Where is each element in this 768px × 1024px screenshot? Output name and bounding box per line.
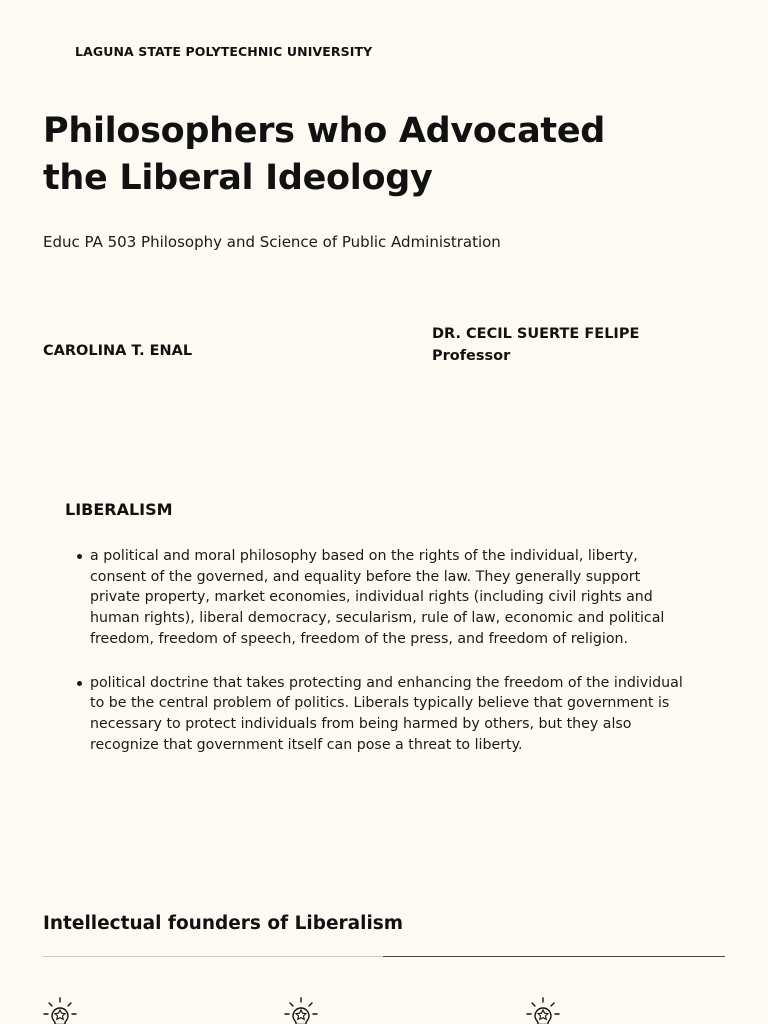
title-line-1: Philosophers who Advocated (43, 111, 606, 151)
list-item: political doctrine that takes protecting and enhancing the freedom of the individual to be the central problem of politics. Liberals typically believe that government is necessary to protect individuals from being harmed by others, but they also recognize that government itself can pose a threat to liberty. (73, 673, 693, 756)
divider-dark (383, 956, 725, 957)
lightbulb-star-icon (526, 997, 560, 1024)
university-name: LAGUNA STATE POLYTECHNIC UNIVERSITY (75, 44, 373, 59)
course-subtitle: Educ PA 503 Philosophy and Science of Public Administration (43, 233, 501, 251)
liberalism-heading: LIBERALISM (65, 500, 173, 519)
professor-block (432, 323, 639, 367)
list-item: a political and moral philosophy based on the rights of the individual, liberty, consent of the governed, and equality before the law. They generally support private property, market economies, individual rights (including civil rights and human rights), liberal democracy, secularism, rule of law, economic and political freedom, freedom of speech, freedom of the press, and freedom of religion. (73, 546, 693, 650)
founders-heading: Intellectual founders of Liberalism (43, 913, 404, 934)
title-line-2: the Liberal Ideology (43, 158, 433, 198)
page-title (43, 108, 683, 202)
liberalism-bullet-list (73, 546, 693, 778)
professor-name: DR. CECIL SUERTE FELIPE (432, 326, 640, 342)
lightbulb-star-icon (284, 997, 318, 1024)
student-name: CAROLINA T. ENAL (43, 343, 193, 359)
professor-role: Professor (432, 348, 511, 364)
lightbulb-star-icon (43, 997, 77, 1024)
divider-light (43, 956, 383, 957)
